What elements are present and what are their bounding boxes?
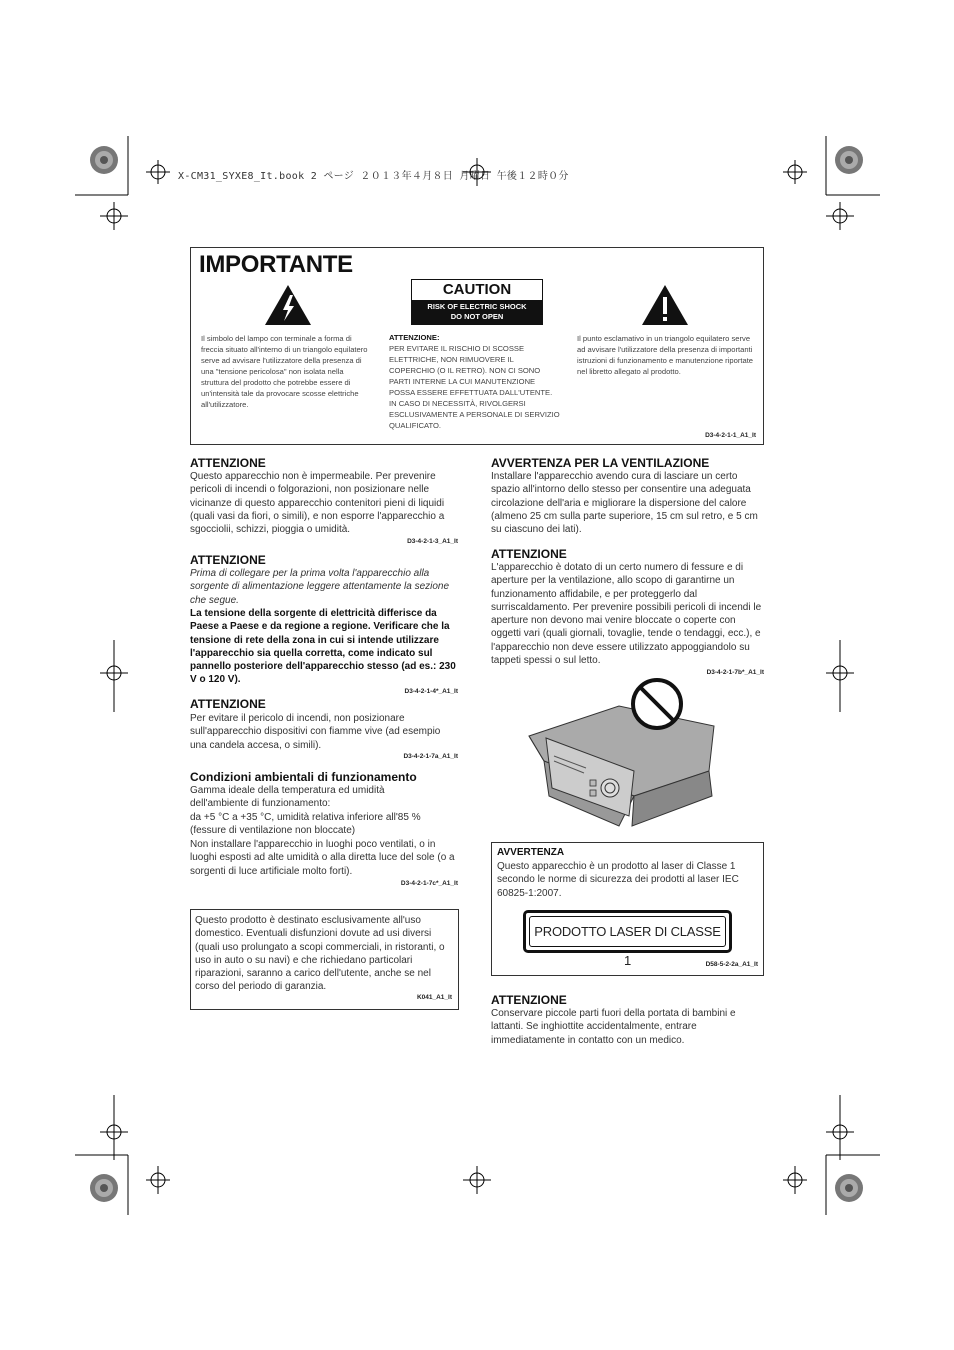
caution-label xyxy=(411,279,543,325)
left-s3-title: ATTENZIONE xyxy=(190,697,266,711)
left-s2-italic: Prima di collegare per la prima volta l'apparecchio alla sorgente di alimentazione leggere attentamente la sezione che segue. xyxy=(190,568,450,606)
left-s3-text: Per evitare il pericolo di incendi, non posizionare sull'apparecchio dispositivi con fiamme vive (ad esempio una candela accesa, o simili). xyxy=(190,713,441,751)
right-s2-title: ATTENZIONE xyxy=(491,547,567,561)
exclamation-warning-icon xyxy=(640,283,690,327)
laser-warning-code: D58-5-2-2a_A1_It xyxy=(705,961,758,968)
left-s2-code: D3-4-2-1-4*_A1_It xyxy=(404,688,458,695)
covered-device-illustration xyxy=(524,676,720,830)
left-s4-code: D3-4-2-1-7c*_A1_It xyxy=(400,880,458,887)
right-s3-title: ATTENZIONE xyxy=(491,993,567,1007)
lightning-symbol-text: Il simbolo del lampo con terminale a forma di freccia situato all'interno di un triangolo equilatero serve ad avvisare l'utilizzatore della presenza di una "tensione pericolosa" non isolata nella struttura del prodotto che potrebbe essere di un'intensità tale da provocare scosse elettriche all'utilizzatore. xyxy=(201,334,368,409)
domestic-use-notice-code: K041_A1_It xyxy=(416,994,452,1001)
laser-class-label-text: PRODOTTO LASER DI CLASSE 1 xyxy=(529,916,726,947)
important-code: D3-4-2-1-1_A1_It xyxy=(705,432,756,439)
caution-title: CAUTION xyxy=(412,280,542,300)
right-s1-text: Installare l'apparecchio avendo cura di lasciare un certo spazio all'intorno dello stesso per consentire una adeguata circolazione dell'aria e migliorare la dispersione del calore (almeno 25 cm sulla parte superiore, 15 cm sul retro, e 5 cm su ciascuno dei lati). xyxy=(491,471,758,536)
registration-mark-bottom-left xyxy=(90,1174,118,1202)
left-s3-code: D3-4-2-1-7a_A1_It xyxy=(403,753,458,760)
left-s4-text3: Non installare l'apparecchio in luoghi poco ventilati, o in luoghi esposti ad alte umidità o alla diretta luce del sole (o a sorgenti di luce artificiale molto forti). xyxy=(190,839,455,877)
left-s4-title: Condizioni ambientali di funzionamento xyxy=(190,770,417,784)
registration-mark-top-right xyxy=(835,146,863,174)
left-s2-bold: La tensione della sorgente di elettricità differisce da Paese a Paese e da regione a regione. Verificare che la tensione di rete della zona in cui si intende utilizzare l'apparecchio sia quella corretta, come indicato sul pannello posteriore dell'apparecchio stesso (ad es.: 230 V o 120 V). xyxy=(190,608,456,686)
left-s4-text2: da +5 °C a +35 °C, umidità relativa inferiore all'85 % (fessure di ventilazione non bloccate) xyxy=(190,812,421,837)
left-s4-text1: Gamma ideale della temperatura ed umidità dell'ambiente di funzionamento: xyxy=(190,785,385,810)
left-s1-code: D3-4-2-1-3_A1_It xyxy=(407,538,458,545)
important-title: IMPORTANTE xyxy=(199,251,353,278)
book-header-line: X-CM31_SYXE8_It.book 2 ページ ２０１３年４月８日 月曜日 午後１２時０分 xyxy=(178,171,569,182)
caution-subtitle xyxy=(412,300,542,325)
left-s2-title: ATTENZIONE xyxy=(190,553,266,567)
caution-line-2: DO NOT OPEN xyxy=(450,312,504,321)
caution-text: PER EVITARE IL RISCHIO DI SCOSSE ELETTRICHE, NON RIMUOVERE IL COPERCHIO (O IL RETRO). NON CI SONO PARTI INTERNE LA CUI MANUTENZIONE POSSA ESSERE EFFETTUATA DALL'UTENTE. IN CASO DI NECESSITÀ, RIVOLGERSI ESCLUSIVAMENTE A PERSONALE DI SERVIZIO QUALIFICATO. xyxy=(389,344,560,430)
right-s2-text: L'apparecchio è dotato di un certo numero di fessure e di aperture per la ventilazione, allo scopo di garantirne un funzionamento affidabile, e per proteggerlo dal surriscaldamento. Per prevenire possibili pericoli di incendi le aperture non devono mai venire bloccate o coperte con oggetti vari (quali giornali, tovaglie, tende o tendaggi, ecc.), e l'apparecchio non deve essere utilizzato appoggiandolo su tappeti spessi o sul letto. xyxy=(491,562,762,667)
right-s2-code: D3-4-2-1-7b*_A1_It xyxy=(706,669,764,676)
left-s1-text: Questo apparecchio non è impermeabile. Per prevenire pericoli di incendi o folgorazioni, non posizionare nelle vicinanze di questo apparecchio contenitori pieni di liquidi (quali vasi da fiori, o simili), e non esporre l'apparecchio a sgocciolii, schizzi, pioggia o umidità. xyxy=(190,471,445,536)
registration-mark-bottom-right xyxy=(835,1174,863,1202)
right-s1-title: AVVERTENZA PER LA VENTILAZIONE xyxy=(491,456,710,470)
right-s3-text: Conservare piccole parti fuori della portata di bambini e lattanti. Se inghiottite accidentalmente, entrare immediatamente in contatto con un medico. xyxy=(491,1008,736,1046)
left-s1-title: ATTENZIONE xyxy=(190,456,266,470)
laser-warning-title: AVVERTENZA xyxy=(497,847,565,858)
caution-heading: ATTENZIONE: xyxy=(389,333,440,342)
domestic-use-notice-text: Questo prodotto è destinato esclusivamente all'uso domestico. Eventuali disfunzioni dovute ad usi diversi (quali uso prolungato a scopi commerciali, in ristoranti, o uso in auto o su navi) e che richiedano particolari riparazioni, saranno a carico dell'utente, anche se nel corso del periodo di garanzia. xyxy=(195,915,445,993)
caution-line-1: RISK OF ELECTRIC SHOCK xyxy=(427,302,527,311)
laser-warning-text: Questo apparecchio è un prodotto al laser di Classe 1 secondo le norme di sicurezza dei prodotti al laser IEC 60825-1:2007. xyxy=(497,861,739,899)
exclamation-symbol-text: Il punto esclamativo in un triangolo equilatero serve ad avvisare l'utilizzatore della presenza di importanti istruzioni di funzionamento e manutenzione riportate nel libretto allegato al prodotto. xyxy=(577,334,754,376)
registration-mark-top-left xyxy=(90,146,118,174)
lightning-warning-icon xyxy=(263,283,313,327)
